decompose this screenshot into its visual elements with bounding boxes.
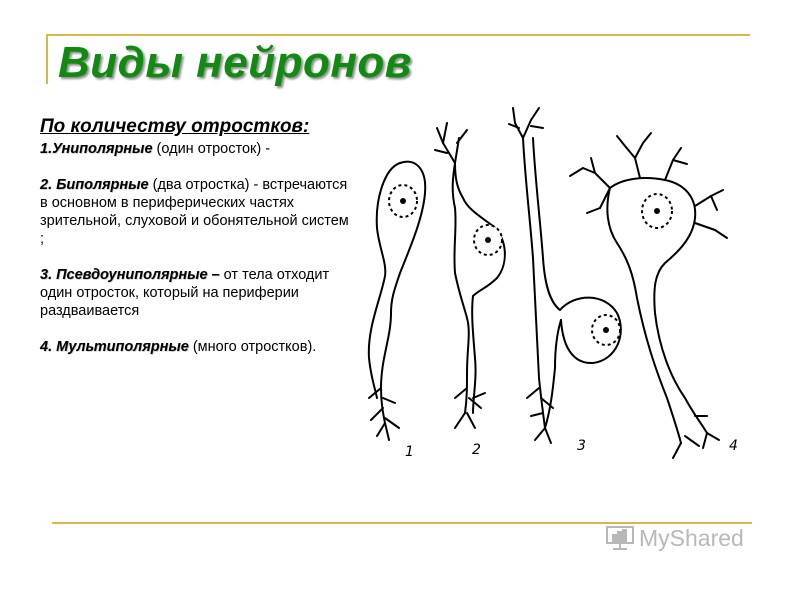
neuron-illustration: [355, 98, 755, 468]
frame-top-line: [46, 34, 750, 36]
neuron-multipolar: [570, 133, 727, 458]
item-desc: (два отростка) - встречаются в основном в периферических частях зрительной, слуховой и обонятельной систем ;: [40, 177, 349, 247]
item-desc: (один отросток) -: [152, 141, 271, 157]
item-desc: от тела отходит один отросток, который на периферии раздваивается: [40, 267, 330, 319]
figure-label-3: 3: [577, 438, 586, 454]
watermark-text: MyShared: [639, 525, 744, 551]
item-term: 2. Биполярные: [40, 177, 149, 193]
item-pseudounipolar: [40, 266, 350, 320]
item-multipolar: [40, 338, 350, 356]
item-term: 3. Псевдоуниполярные –: [40, 267, 220, 283]
neuron-bipolar: [435, 123, 505, 428]
presentation-board-icon: [605, 525, 635, 551]
figure-label-1: 1: [405, 444, 414, 460]
item-term: 1.Униполярные: [40, 141, 153, 157]
neuron-pseudounipolar: [509, 108, 621, 443]
figure-label-2: 2: [472, 442, 481, 458]
classification-text: [40, 118, 350, 356]
item-desc: (много отростков).: [188, 339, 317, 355]
item-bipolar: [40, 176, 350, 248]
frame-left-line: [46, 34, 48, 84]
item-term: 4. Мультиполярные: [40, 339, 189, 355]
item-unipolar: [40, 140, 350, 158]
watermark-logo: [603, 520, 763, 556]
section-heading: По количеству отростков:: [40, 116, 310, 137]
figure-label-4: 4: [729, 438, 738, 454]
page-title: Виды нейронов: [58, 38, 412, 87]
